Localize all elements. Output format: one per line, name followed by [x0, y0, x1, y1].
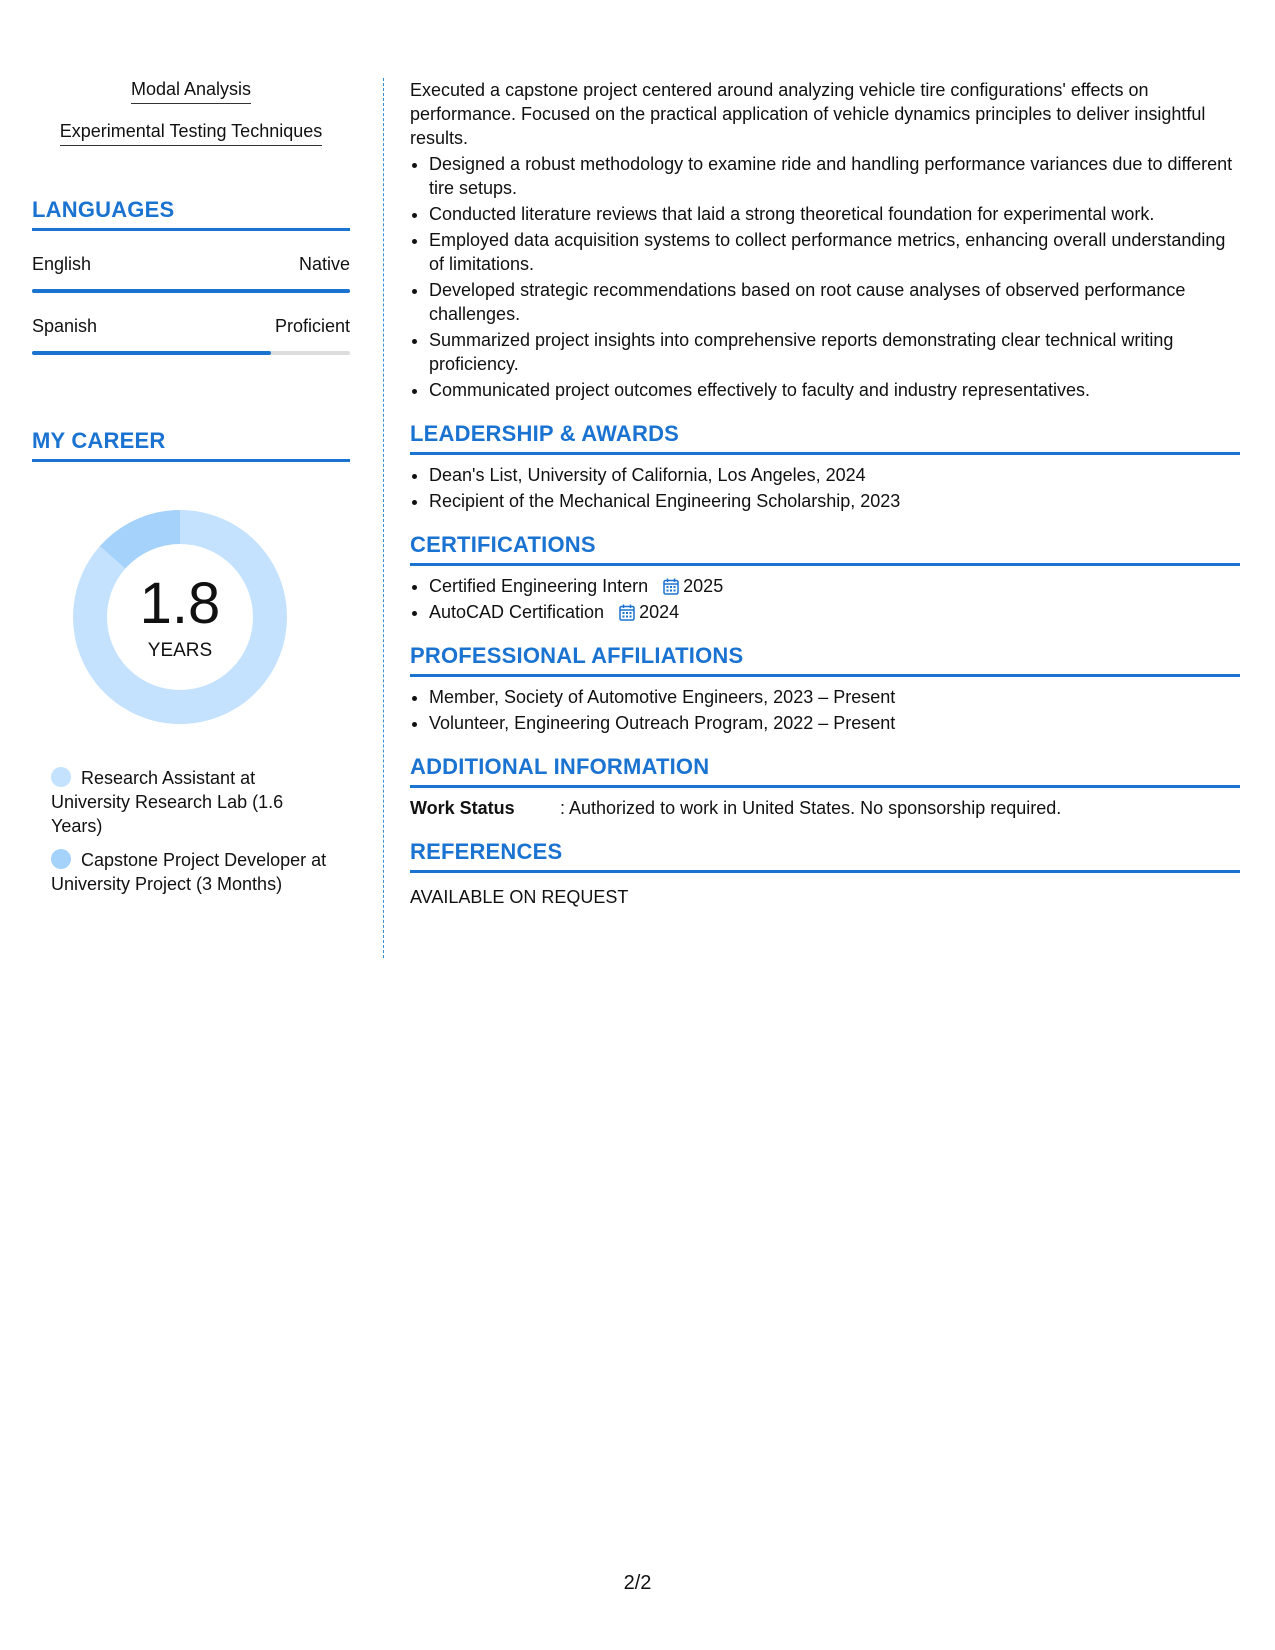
- references-section: [410, 838, 1240, 909]
- left-column: [32, 78, 350, 906]
- right-column: [410, 78, 1240, 909]
- list-item: • Communicated project outcomes effectively to faculty and industry representatives.: [429, 378, 1240, 402]
- list-item: • Summarized project insights into comprehensive reports demonstrating clear technical writing proficiency.: [429, 328, 1240, 376]
- list-item: • Member, Society of Automotive Engineers, 2023 – Present: [429, 685, 1240, 709]
- language-level-bar: [32, 289, 350, 293]
- project-intro: Executed a capstone project centered around analyzing vehicle tire configurations' effects on performance. Focused on the practical application of vehicle dynamics principles to deliver insightful results.: [410, 80, 1206, 148]
- language-level-bar-fill: [32, 351, 271, 355]
- additional-info-section: [410, 753, 1240, 820]
- language-level-bar: [32, 351, 350, 355]
- career-donut-chart: [65, 502, 295, 732]
- legend-label: Research Assistant at University Research Lab (1.6 Years): [51, 768, 284, 836]
- list-item: • Employed data acquisition systems to collect performance metrics, enhancing overall understanding of limitations.: [429, 228, 1240, 276]
- list-item: • Dean's List, University of California, Los Angeles, 2024: [429, 463, 1240, 487]
- certification-name: Certified Engineering Intern: [429, 576, 649, 596]
- list-item: • Designed a robust methodology to examine ride and handling performance variances due to different tire setups.: [429, 152, 1240, 200]
- work-status-row: [410, 796, 1240, 820]
- languages-title: LANGUAGES: [32, 196, 350, 231]
- list-item: • Conducted literature reviews that laid a strong theoretical foundation for experimental work.: [429, 202, 1240, 226]
- certification-year: 2025: [683, 576, 724, 596]
- column-divider: [383, 78, 384, 958]
- skill-tag: Modal Analysis: [131, 78, 251, 104]
- leadership-section: [410, 420, 1240, 513]
- legend-item: [51, 766, 331, 838]
- legend-item: [51, 848, 331, 896]
- list-item: • Volunteer, Engineering Outreach Program, 2022 – Present: [429, 711, 1240, 735]
- project-bullets: [410, 152, 1240, 402]
- affiliations-section: [410, 642, 1240, 735]
- affiliations-title: PROFESSIONAL AFFILIATIONS: [410, 642, 1240, 677]
- legend-label: Capstone Project Developer at University Project (3 Months): [51, 850, 327, 894]
- list-item: [429, 574, 1240, 598]
- career-legend: [51, 766, 331, 896]
- language-level: Native: [298, 254, 350, 274]
- page-number: 2/2: [623, 1572, 652, 1594]
- language-item-english: [32, 253, 350, 293]
- list-item: [429, 600, 1240, 624]
- work-status-value: : Authorized to work in United States. No sponsorship required.: [560, 798, 1062, 818]
- certifications-section: [410, 531, 1240, 624]
- calendar-icon: [663, 578, 679, 595]
- career-total-value: 1.8: [139, 571, 221, 636]
- list-item: • Recipient of the Mechanical Engineering Scholarship, 2023: [429, 489, 1240, 513]
- project-section: [410, 78, 1240, 402]
- certifications-title: CERTIFICATIONS: [410, 531, 1240, 566]
- career-total-unit: YEARS: [147, 640, 213, 661]
- references-text: AVAILABLE ON REQUEST: [410, 887, 629, 907]
- legend-dot-icon: [51, 767, 71, 787]
- certification-year: 2024: [639, 602, 680, 622]
- additional-info-title: ADDITIONAL INFORMATION: [410, 753, 1240, 788]
- leadership-title: LEADERSHIP & AWARDS: [410, 420, 1240, 455]
- calendar-icon: [619, 604, 635, 621]
- language-level-bar-fill: [32, 289, 350, 293]
- certification-name: AutoCAD Certification: [429, 602, 605, 622]
- list-item: • Developed strategic recommendations based on root cause analyses of observed performance challenges.: [429, 278, 1240, 326]
- work-status-label: Work Status: [410, 798, 515, 818]
- language-name: English: [32, 254, 92, 274]
- legend-dot-icon: [51, 849, 71, 869]
- skill-tag: Experimental Testing Techniques: [60, 120, 323, 146]
- language-level: Proficient: [274, 316, 350, 336]
- career-title: MY CAREER: [32, 427, 350, 462]
- language-item-spanish: [32, 315, 350, 355]
- language-name: Spanish: [32, 316, 98, 336]
- references-title: REFERENCES: [410, 838, 1240, 873]
